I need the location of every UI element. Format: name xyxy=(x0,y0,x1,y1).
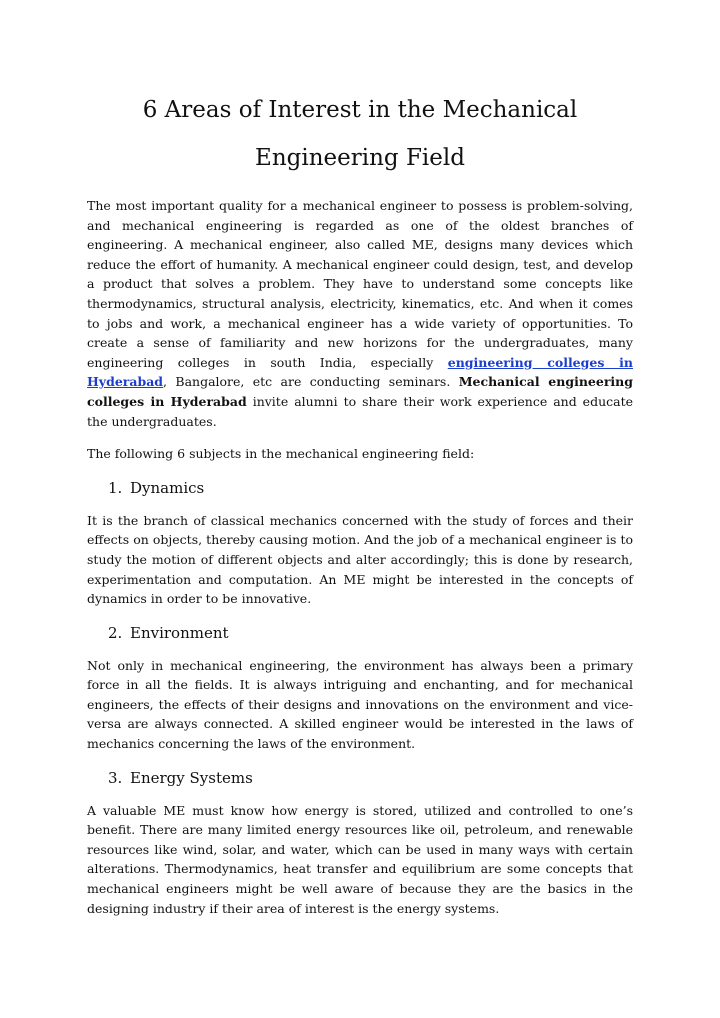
section-number: 3. xyxy=(108,768,123,787)
section-heading-text: Environment xyxy=(130,623,229,642)
section-heading-text: Energy Systems xyxy=(130,768,253,787)
section-number: 1. xyxy=(108,478,123,497)
intro-bold-text: Mechanical engineering colleges in Hyderabad xyxy=(87,374,633,409)
engineering-colleges-link[interactable]: engineering colleges in Hyderabad xyxy=(87,354,633,390)
section-heading-environment xyxy=(87,622,633,644)
section-body-environment: Not only in mechanical engineering, the environment has always been a primary force in all the fields. It is always intriguing and enchanting, and for mechanical engineers, the effects of their designs and innovations on the environment and vice-versa are always connected. A skilled engineer would be interested in the laws of mechanics concerning the laws of the environment. xyxy=(87,657,633,752)
page-title: 6 Areas of Interest in the Mechanical Engineering Field xyxy=(142,97,578,171)
intro-paragraph xyxy=(87,196,633,431)
section-number: 2. xyxy=(108,623,123,642)
intro-text: The most important quality for a mechanical engineer to possess is problem-solving, and mechanical engineering is regarded as one of the oldest branches of engineering. A mechanical engineer, also called ME, designs many devices which reduce the effort of humanity. A mechanical engineer could design, test, and develop a product that solves a problem. They have to understand some concepts like thermodynamics, structural analysis, electricity, kinematics, etc. And when it comes to jobs and work, a mechanical engineer has a wide variety of opportunities. To create a sense of familiarity and new horizons for the undergraduates, many engineering colleges in south India, especially xyxy=(87,198,633,370)
section-body-energy-systems: A valuable ME must know how energy is stored, utilized and controlled to one’s benefit. There are many limited energy resources like oil, petroleum, and renewable resources like wind, solar, and water, which can be used in many ways with certain alterations. Thermodynamics, heat transfer and equilibrium are some concepts that mechanical engineers might be well aware of because they are the basics in the designing industry if their area of interest is the energy systems. xyxy=(87,802,633,916)
lead-in-paragraph: The following 6 subjects in the mechanical engineering field: xyxy=(87,446,475,462)
section-heading-energy-systems xyxy=(87,767,633,789)
section-body-dynamics: It is the branch of classical mechanics concerned with the study of forces and their effects on objects, thereby causing motion. And the job of a mechanical engineer is to study the motion of different objects and alter accordingly; this is done by research, experimentation and computation. An ME might be interested in the concepts of dynamics in order to be innovative. xyxy=(87,512,633,607)
intro-text-continued: , Bangalore, etc are conducting seminars. xyxy=(163,374,459,390)
section-heading-text: Dynamics xyxy=(130,478,205,497)
section-heading-dynamics xyxy=(87,477,633,499)
intro-text-end: invite alumni to share their work experience and educate the undergraduates. xyxy=(87,393,634,429)
